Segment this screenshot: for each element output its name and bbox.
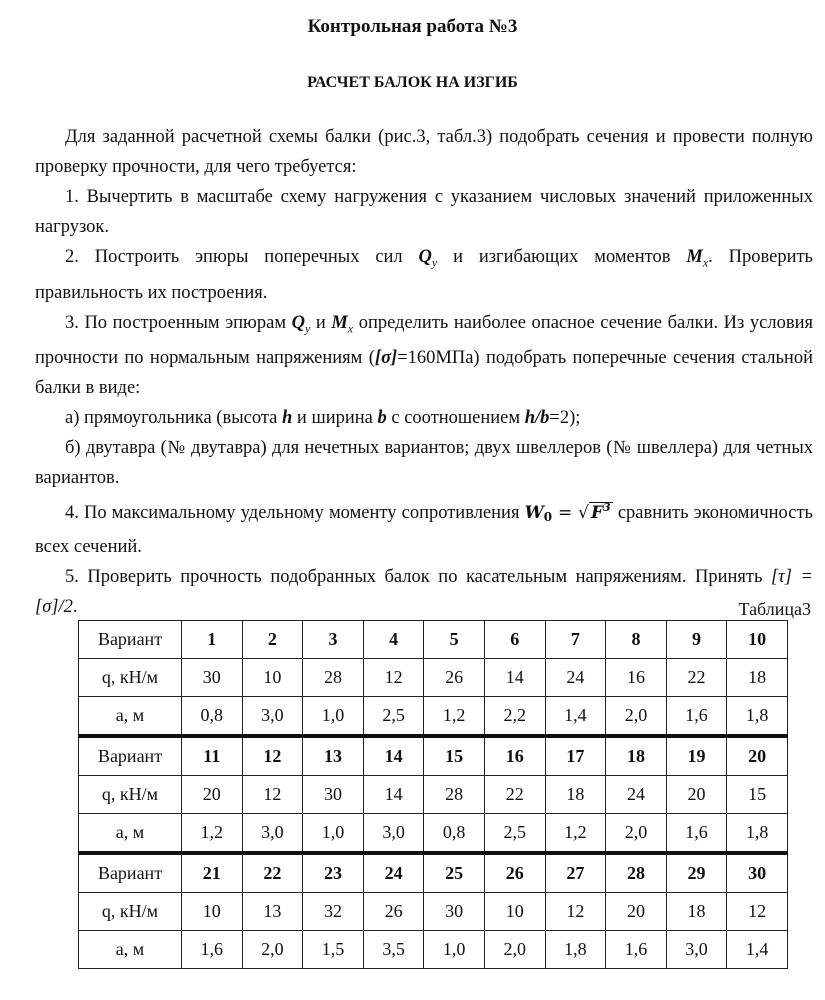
row-label-q: q, кН/м [79, 659, 182, 697]
table-row [79, 814, 788, 854]
table-cell: 1,6 [606, 931, 667, 969]
table-cell: 12 [363, 659, 424, 697]
table-cell: 22 [484, 776, 545, 814]
table-cell: 5 [424, 621, 485, 659]
task-item-2: 2. Построить эпюры поперечных сил $Q_y$ и изгибающих моментов $M_x$. Проверить правильность их построения. [35, 247, 813, 303]
table-cell: 2,5 [363, 697, 424, 737]
table-cell: 20 [727, 736, 788, 776]
table-cell: 18 [666, 893, 727, 931]
variants-table [78, 620, 788, 969]
table-cell: 1,2 [545, 814, 606, 854]
table-cell: 26 [363, 893, 424, 931]
section-title: РАСЧЕТ БАЛОК НА ИЗГИБ [307, 74, 518, 91]
table-cell: 2 [242, 621, 303, 659]
table-cell: 1,8 [727, 697, 788, 737]
table-cell: 12 [242, 736, 303, 776]
table-row [79, 931, 788, 969]
table-cell: 3,5 [363, 931, 424, 969]
table-cell: 12 [727, 893, 788, 931]
page-title: Контрольная работа №3 [307, 16, 518, 37]
task-item-1: 1. Вычертить в масштабе схему нагружения с указанием числовых значений приложенных нагрузок. [35, 187, 813, 237]
row-label-a: а, м [79, 697, 182, 737]
table-cell: 0,8 [182, 697, 243, 737]
table-cell: 0,8 [424, 814, 485, 854]
table-cell: 1,2 [424, 697, 485, 737]
table-cell: 1,5 [303, 931, 364, 969]
row-label-q: q, кН/м [79, 776, 182, 814]
table-cell: 24 [545, 659, 606, 697]
row-label-a: а, м [79, 931, 182, 969]
table-cell: 30 [182, 659, 243, 697]
table-cell: 27 [545, 853, 606, 893]
table-cell: 3,0 [242, 814, 303, 854]
intro-paragraph: Для заданной расчетной схемы балки (рис.3, табл.3) подобрать сечения и провести полную проверку прочности, для чего требуется: [35, 127, 813, 177]
table-cell: 16 [606, 659, 667, 697]
table-row [79, 621, 788, 659]
table-cell: 1,4 [727, 931, 788, 969]
table-cell: 24 [606, 776, 667, 814]
table-cell: 1,6 [182, 931, 243, 969]
table-cell: 10 [727, 621, 788, 659]
table-cell: 2,0 [242, 931, 303, 969]
table-cell: 11 [182, 736, 243, 776]
table-cell: 1,6 [666, 697, 727, 737]
table-cell: 2,0 [606, 814, 667, 854]
table-cell: 25 [424, 853, 485, 893]
table-cell: 24 [363, 853, 424, 893]
row-label-variant: Вариант [79, 853, 182, 893]
table-cell: 10 [242, 659, 303, 697]
table-row [79, 697, 788, 737]
table-cell: 3,0 [242, 697, 303, 737]
table-cell: 10 [484, 893, 545, 931]
table-cell: 15 [424, 736, 485, 776]
table-cell: 20 [182, 776, 243, 814]
table-cell: 1,0 [424, 931, 485, 969]
table-cell: 20 [606, 893, 667, 931]
table-cell: 30 [727, 853, 788, 893]
table-cell: 30 [303, 776, 364, 814]
table-cell: 6 [484, 621, 545, 659]
task-item-4: 4. По максимальному удельному моменту сопротивления W0 = √ $F^3$ сравнить экономичность всех сечений. [35, 501, 813, 558]
task-text [35, 122, 813, 622]
table-cell: 20 [666, 776, 727, 814]
table-cell: 1,0 [303, 814, 364, 854]
table-caption: Таблица3 [738, 599, 811, 619]
table-cell: 10 [182, 893, 243, 931]
table-cell: 16 [484, 736, 545, 776]
table-cell: 4 [363, 621, 424, 659]
task-item-3a: а) прямоугольника (высота h и ширина b с соотношением h/b=2); [65, 408, 581, 429]
table-cell: 1,4 [545, 697, 606, 737]
table-cell: 8 [606, 621, 667, 659]
table-cell: 19 [666, 736, 727, 776]
table-cell: 2,5 [484, 814, 545, 854]
table-cell: 23 [303, 853, 364, 893]
task-item-5: 5. Проверить прочность подобранных балок по касательным напряжениям. Принять [τ] = [σ]/2. [35, 567, 813, 618]
task-item-3b: б) двутавра (№ двутавра) для нечетных вариантов; двух швеллеров (№ швеллера) для четных вариантов. [35, 438, 813, 489]
section-modulus-formula: W0 = √ $F^3$ [524, 501, 611, 525]
table-cell: 26 [424, 659, 485, 697]
table-cell: 1,8 [727, 814, 788, 854]
table-cell: 1,2 [182, 814, 243, 854]
table-cell: 26 [484, 853, 545, 893]
table-row [79, 659, 788, 697]
table-cell: 1,6 [666, 814, 727, 854]
table-cell: 17 [545, 736, 606, 776]
table-row [79, 853, 788, 893]
table-cell: 1 [182, 621, 243, 659]
table-cell: 7 [545, 621, 606, 659]
table-cell: 22 [242, 853, 303, 893]
table-cell: 13 [303, 736, 364, 776]
row-label-variant: Вариант [79, 736, 182, 776]
table-cell: 14 [484, 659, 545, 697]
table-cell: 9 [666, 621, 727, 659]
row-label-variant: Вариант [79, 621, 182, 659]
task-item-3: 3. По построенным эпюрам $Q_y$ и $M_x$ определить наиболее опасное сечение балки. Из условия прочности по нормальным напряжениям ([σ]=160МПа) подобрать поперечные сечения стальной балки в виде: [35, 312, 813, 399]
table-cell: 28 [424, 776, 485, 814]
table-cell: 18 [545, 776, 606, 814]
table-cell: 15 [727, 776, 788, 814]
table-cell: 18 [727, 659, 788, 697]
table-cell: 1,8 [545, 931, 606, 969]
table-cell: 32 [303, 893, 364, 931]
table-cell: 2,2 [484, 697, 545, 737]
table-cell: 21 [182, 853, 243, 893]
table-cell: 22 [666, 659, 727, 697]
table-cell: 1,0 [303, 697, 364, 737]
table-cell: 12 [545, 893, 606, 931]
table-cell: 2,0 [606, 697, 667, 737]
table-row [79, 893, 788, 931]
table-cell: 14 [363, 776, 424, 814]
table-row [79, 776, 788, 814]
table-cell: 2,0 [484, 931, 545, 969]
table-cell: 29 [666, 853, 727, 893]
row-label-a: а, м [79, 814, 182, 854]
table-cell: 14 [363, 736, 424, 776]
table-cell: 18 [606, 736, 667, 776]
table-cell: 3,0 [363, 814, 424, 854]
table-cell: 28 [303, 659, 364, 697]
row-label-q: q, кН/м [79, 893, 182, 931]
table-cell: 3,0 [666, 931, 727, 969]
table-cell: 3 [303, 621, 364, 659]
table-cell: 12 [242, 776, 303, 814]
table-cell: 13 [242, 893, 303, 931]
table-cell: 30 [424, 893, 485, 931]
table-row [79, 736, 788, 776]
table-cell: 28 [606, 853, 667, 893]
